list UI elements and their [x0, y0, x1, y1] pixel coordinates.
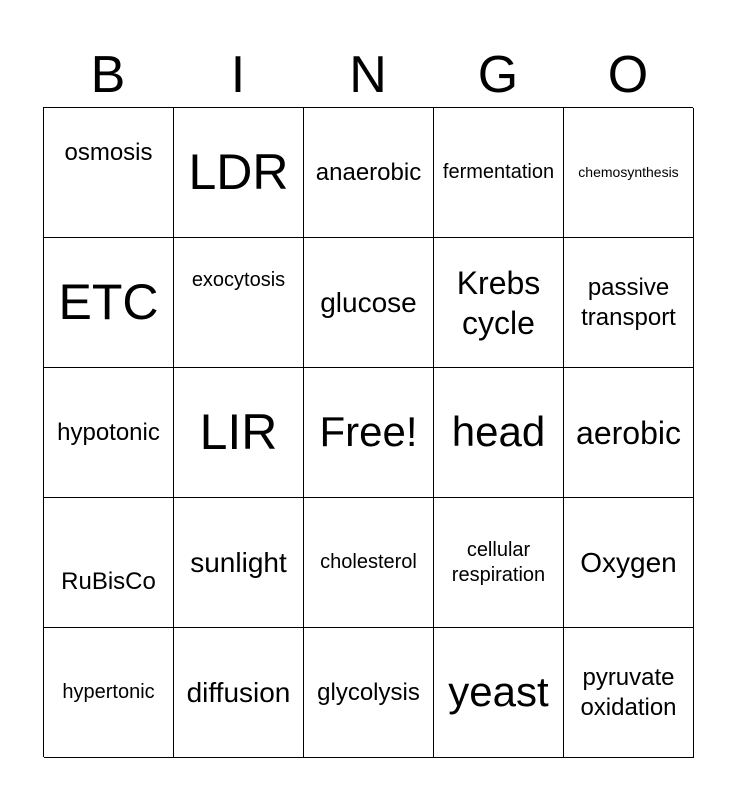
bingo-cell[interactable]: [174, 108, 304, 238]
cell-label: pyruvate oxidation: [580, 663, 677, 721]
header-letter-b: B: [90, 46, 126, 104]
bingo-cell[interactable]: [44, 238, 174, 368]
header-letter-n: N: [349, 46, 387, 104]
bingo-cell[interactable]: [304, 498, 434, 628]
bingo-cell[interactable]: [174, 368, 304, 498]
bingo-cell[interactable]: [44, 368, 174, 498]
cell-label: exocytosis: [191, 269, 286, 291]
cell-label: cellular respiration: [451, 538, 546, 586]
bingo-cell[interactable]: [304, 628, 434, 758]
cell-label: passive transport: [581, 273, 676, 331]
cell-label: LDR: [188, 143, 289, 200]
bingo-cell[interactable]: [564, 368, 694, 498]
bingo-cell[interactable]: [44, 498, 174, 628]
bingo-cell[interactable]: [434, 498, 564, 628]
bingo-cell[interactable]: [434, 238, 564, 368]
bingo-cell[interactable]: [174, 498, 304, 628]
bingo-cell[interactable]: [564, 628, 694, 758]
cell-label: Free!: [319, 408, 418, 456]
bingo-cell[interactable]: [434, 368, 564, 498]
cell-label: osmosis: [64, 139, 153, 166]
cell-label: head: [451, 408, 546, 456]
cell-label: Krebs cycle: [456, 264, 541, 341]
bingo-cell[interactable]: [564, 238, 694, 368]
header-letter-i: I: [230, 46, 246, 104]
bingo-cell[interactable]: [434, 628, 564, 758]
bingo-header: [43, 45, 693, 105]
cell-label: diffusion: [186, 677, 291, 708]
cell-label: cholesterol: [320, 551, 417, 573]
cell-label: LIR: [199, 403, 278, 460]
cell-label: anaerobic: [315, 158, 422, 186]
free-space-cell[interactable]: [304, 368, 434, 498]
header-letter-g: G: [477, 46, 519, 104]
bingo-cell[interactable]: [564, 498, 694, 628]
cell-label: hypotonic: [57, 418, 160, 446]
bingo-board: [43, 107, 693, 757]
bingo-cell[interactable]: [44, 108, 174, 238]
cell-label: hypertonic: [62, 681, 155, 703]
cell-label: aerobic: [576, 414, 681, 451]
bingo-cell[interactable]: [564, 108, 694, 238]
cell-label: chemosynthesis: [578, 163, 679, 180]
cell-label: ETC: [58, 273, 159, 330]
bingo-cell[interactable]: [174, 238, 304, 368]
cell-label: glycolysis: [317, 678, 420, 706]
bingo-cell[interactable]: [304, 238, 434, 368]
cell-label: yeast: [448, 668, 549, 716]
bingo-cell[interactable]: [44, 628, 174, 758]
cell-label: Oxygen: [580, 547, 677, 578]
cell-label: glucose: [320, 287, 417, 318]
bingo-cell[interactable]: [174, 628, 304, 758]
cell-label: RuBisCo: [61, 568, 156, 595]
bingo-cell[interactable]: [434, 108, 564, 238]
cell-label: fermentation: [442, 161, 555, 183]
cell-label: sunlight: [190, 547, 287, 578]
header-letter-o: O: [607, 46, 649, 104]
bingo-cell[interactable]: [304, 108, 434, 238]
